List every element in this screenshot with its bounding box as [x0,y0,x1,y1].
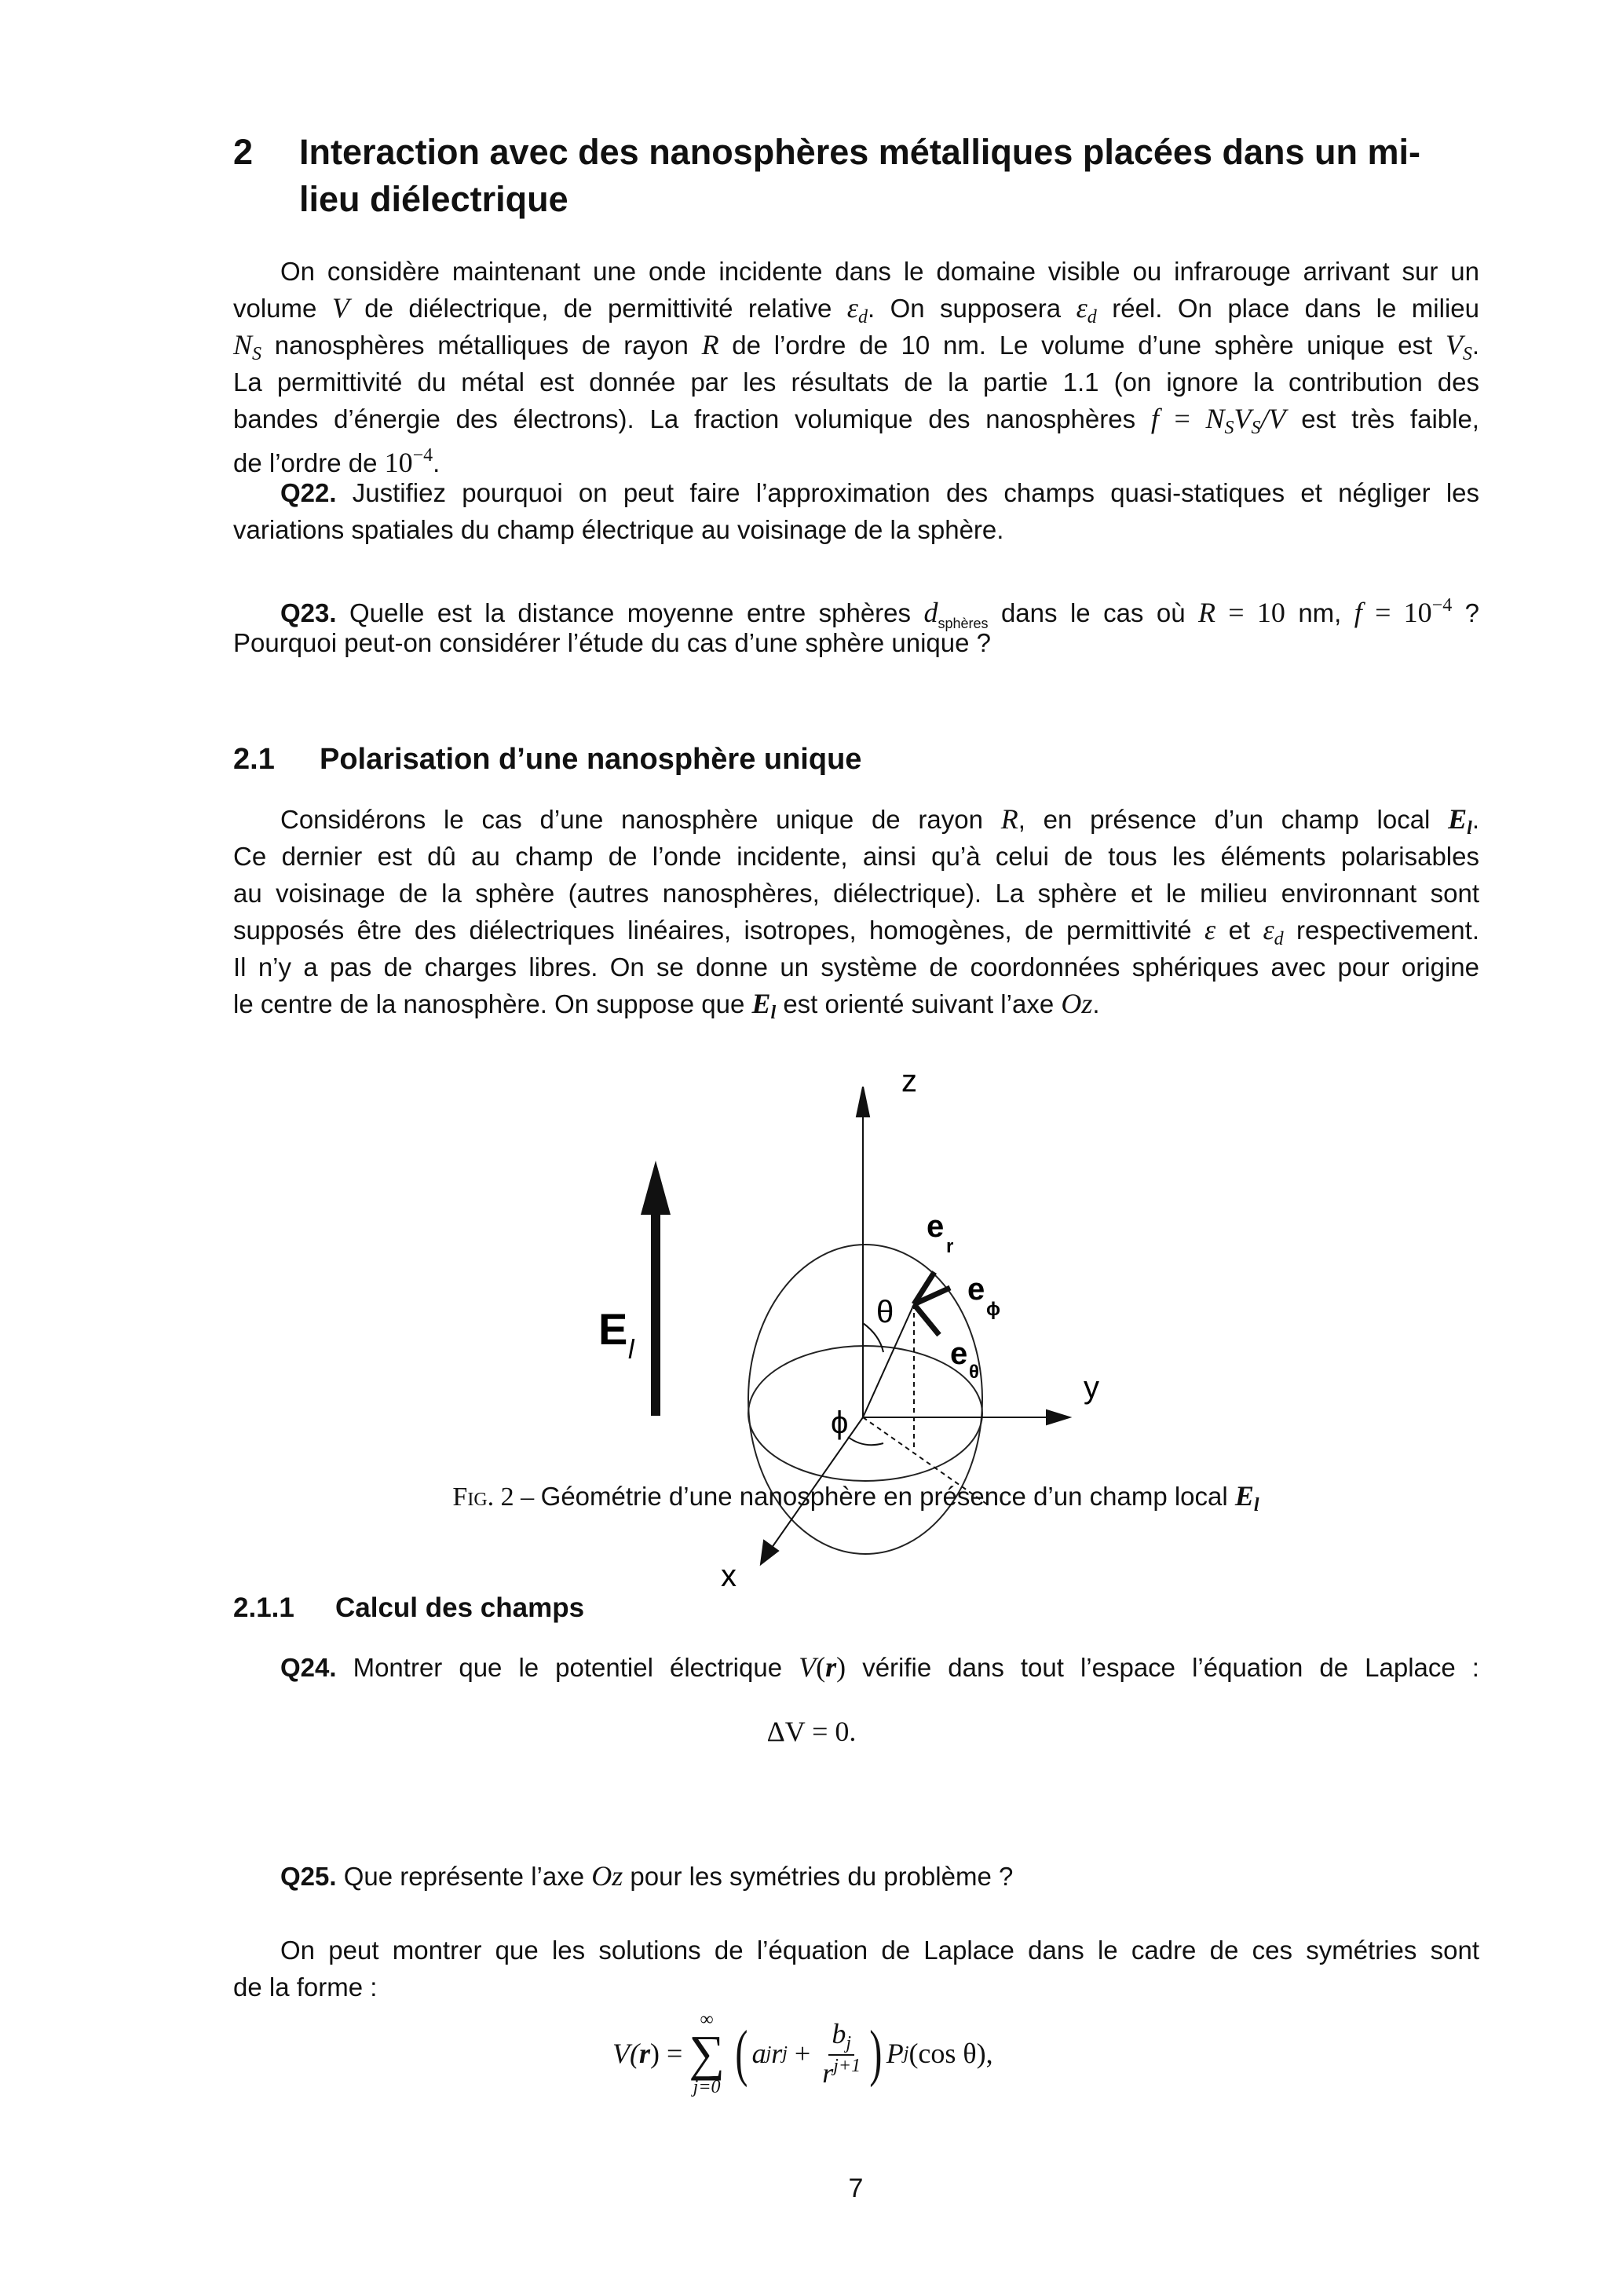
legendre-sub: j [903,2042,909,2064]
text-run: Que représente l’axe [336,1862,592,1891]
question-label: Q23. [280,598,337,627]
math-token: R [1000,803,1018,835]
math-token: ε [1204,914,1216,945]
er-label-sub: r [946,1236,954,1257]
math-token: Oz [591,1860,623,1892]
text-run: On peut montrer que les solutions de l’équation de Laplace dans le cadre de ces symétries sont [280,1936,1479,1965]
subsubsection-number: 2.1.1 [233,1592,294,1623]
text-run: Ce dernier est dû au champ de l’onde incidente, ainsi qu’à celui de tous les éléments polarisables [233,842,1479,871]
r-exp: j [782,2042,788,2064]
coef-b: b [832,2018,846,2049]
text-run: nanosphères métalliques de rayon [261,331,702,360]
text-run: . [433,448,440,477]
math-token: d [923,597,938,628]
text-run: Considérons le cas d’une nanosphère unique de rayon [280,805,1001,834]
r-var: r [771,2038,783,2069]
subsection-number: 2.1 [233,743,275,776]
math-token: E [1448,803,1468,835]
coef-a-sub: j [766,2042,772,2064]
math-token: −4 [1431,595,1453,616]
math-token: S [1224,418,1234,438]
fraction [822,2017,861,2089]
math-token: = [1158,403,1206,434]
math-token: r [825,1651,837,1683]
z-label: z [901,1064,917,1099]
den-exp: j+1 [833,2056,861,2076]
text-run: . On supposera [867,294,1077,323]
etheta-vector [914,1304,939,1335]
y-axis-arrowhead [1047,1410,1069,1424]
question-label: Q25. [280,1862,337,1891]
den-r: r [822,2057,834,2089]
er-label: e [927,1209,945,1244]
laplace-equation: ΔV = 0. [766,1716,857,1747]
open-paren: ( [735,2019,748,2088]
text-run: bandes d’énergie des électrons). La fraction volumique des nanosphères [233,404,1151,433]
math-token: /V [1260,403,1286,434]
x-axis-arrowhead [761,1541,778,1564]
math-token: ε [1263,914,1274,945]
math-token: l [770,1003,777,1023]
text-run: ? [1452,598,1479,627]
text-run: et [1215,916,1263,945]
local-field-arrow [641,1161,671,1416]
subsection-title: Polarisation d’une nanosphère unique [320,743,862,776]
text-run: Pourquoi peut-on considérer l’étude du cas d’une sphère unique ? [233,628,992,657]
text-run: de l’ordre de [233,448,385,477]
subsubsection-title: Calcul des champs [335,1592,585,1623]
text-run: de diélectrique, de permittivité relative [349,294,847,323]
question-label: Q24. [280,1653,337,1682]
formula-lhs-end: ) = [650,2038,683,2069]
math-token: S [252,344,262,364]
ephi-label-sub: ϕ [986,1299,1000,1320]
text-run: . [1471,805,1479,834]
math-token: 10 [384,447,413,478]
caption-text: Géométrie d’une nanosphère en présence d’un champ local [540,1482,1235,1511]
question-label: Q22. [280,478,337,507]
math-token: sphères [938,616,989,631]
math-token: N [1205,403,1225,434]
x-label: x [721,1559,737,1593]
question-q25 [233,1858,1479,1895]
math-token: −4 [412,445,433,466]
math-token: V [331,292,349,324]
close-paren: ) [869,2019,883,2088]
text-run: La permittivité du métal est donnée par les résultats de la partie 1.1 (on ignore la contribution des [233,367,1479,397]
math-token: f [1354,597,1362,628]
plus: + [787,2038,818,2069]
phi-arc [848,1437,883,1445]
sum-lower-limit: j=0 [693,2077,721,2097]
text-run: Justifiez pourquoi on peut faire l’approximation des champs quasi-statiques et négliger les [336,478,1479,507]
text-run: supposés être des diélectriques linéaires, isotropes, homogènes, de permittivité [233,916,1205,945]
math-token: d [1274,929,1284,949]
text-run: nm, [1285,598,1354,627]
y-label: y [1084,1370,1099,1405]
text-run: dans le cas où [988,598,1199,627]
laplace-solution-formula [612,1998,993,2108]
text-run: est très faible, [1285,404,1479,433]
math-token: V [1234,403,1252,434]
theta-label: θ [876,1295,894,1329]
el-label-sub: l [628,1335,634,1365]
math-token: V [799,1651,817,1683]
text-run: . [1092,989,1100,1018]
text-run: est orienté suivant l’axe [776,989,1062,1018]
math-token: Oz [1061,988,1093,1019]
math-token: = 10 [1215,597,1285,628]
text-run: respectivement. [1283,916,1479,945]
math-token: ) [836,1651,846,1683]
etheta-label: e [950,1336,968,1371]
text-run: réel. On place dans le milieu [1096,294,1479,323]
text-run: de l’ordre de 10 nm. Le volume d’une sphère unique est [718,331,1446,360]
text-run: de la forme : [233,1972,378,2002]
section-title-line2: lieu diélectrique [299,179,568,219]
math-token: ε [1076,292,1087,324]
math-token: R [1198,597,1216,628]
text-run: le centre de la nanosphère. On suppose que [233,989,752,1018]
figure-caption [0,1479,1623,1516]
math-token: l [1467,818,1472,839]
math-token: E [751,988,771,1019]
math-token: d [1087,307,1097,327]
section-number: 2 [233,132,254,172]
text-run: Montrer que le potentiel électrique [336,1653,799,1682]
formula-lhs-r: r [638,2038,650,2069]
text-run: On considère maintenant une onde incidente dans le domaine visible ou infrarouge arrivant sur un [280,257,1479,286]
text-run: Quelle est la distance moyenne entre sphères [336,598,924,627]
caption-prefix: Fig. 2 – [452,1483,541,1512]
math-token: d [857,307,868,327]
math-token: = 10 [1362,597,1432,628]
text-run: vérifie dans tout l’espace l’équation de Laplace : [846,1653,1479,1682]
text-run: volume [233,294,332,323]
text-run: Il n’y a pas de charges libres. On se donne un système de coordonnées sphériques avec pour origine [233,952,1479,982]
text-line [233,1649,1479,1686]
section-title-line1: Interaction avec des nanosphères métalliques placées dans un mi- [299,132,1421,172]
math-token: N [233,329,253,360]
legendre-arg: (cos θ), [908,2038,993,2069]
z-axis-arrowhead [857,1087,869,1117]
text-run: variations spatiales du champ électrique au voisinage de la sphère. [233,515,1004,544]
text-line [233,1858,1479,1895]
phi-label: ϕ [831,1406,849,1440]
sum-upper-limit: ∞ [700,2009,714,2030]
coef-b-sub: j [846,2033,852,2053]
page-number: 7 [848,2174,864,2203]
caption-field-symbol: E [1234,1480,1254,1512]
text-line [233,1932,1479,1969]
subsubsection-heading [233,1592,585,1624]
sum-symbol: ∑ [689,2025,725,2081]
caption-field-subscript: l [1253,1495,1259,1515]
text-run: . [1471,331,1480,360]
text-run: , en présence d’un champ local [1018,805,1449,834]
question-q24 [233,1649,1479,1686]
formula-lhs: V( [612,2038,639,2069]
text-run: pour les symétries du problème ? [623,1862,1014,1891]
el-label: E [598,1304,628,1354]
legendre-p: P [886,2038,904,2069]
etheta-label-sub: θ [969,1362,979,1383]
math-token: S [1462,344,1472,364]
unit-vectors [914,1272,950,1335]
math-token: S [1251,418,1261,438]
math-token: ε [846,292,858,324]
text-run: au voisinage de la sphère (autres nanosphères, diélectrique). La sphère et le milieu environnant sont [233,879,1479,908]
math-token: ( [816,1651,826,1683]
math-token: V [1445,329,1463,360]
solution-paragraph [233,1932,1479,2005]
coef-a: a [751,2038,766,2069]
ephi-label: e [967,1272,985,1307]
math-token: R [701,329,719,360]
summation [689,2009,725,2097]
math-token: f [1150,403,1159,434]
